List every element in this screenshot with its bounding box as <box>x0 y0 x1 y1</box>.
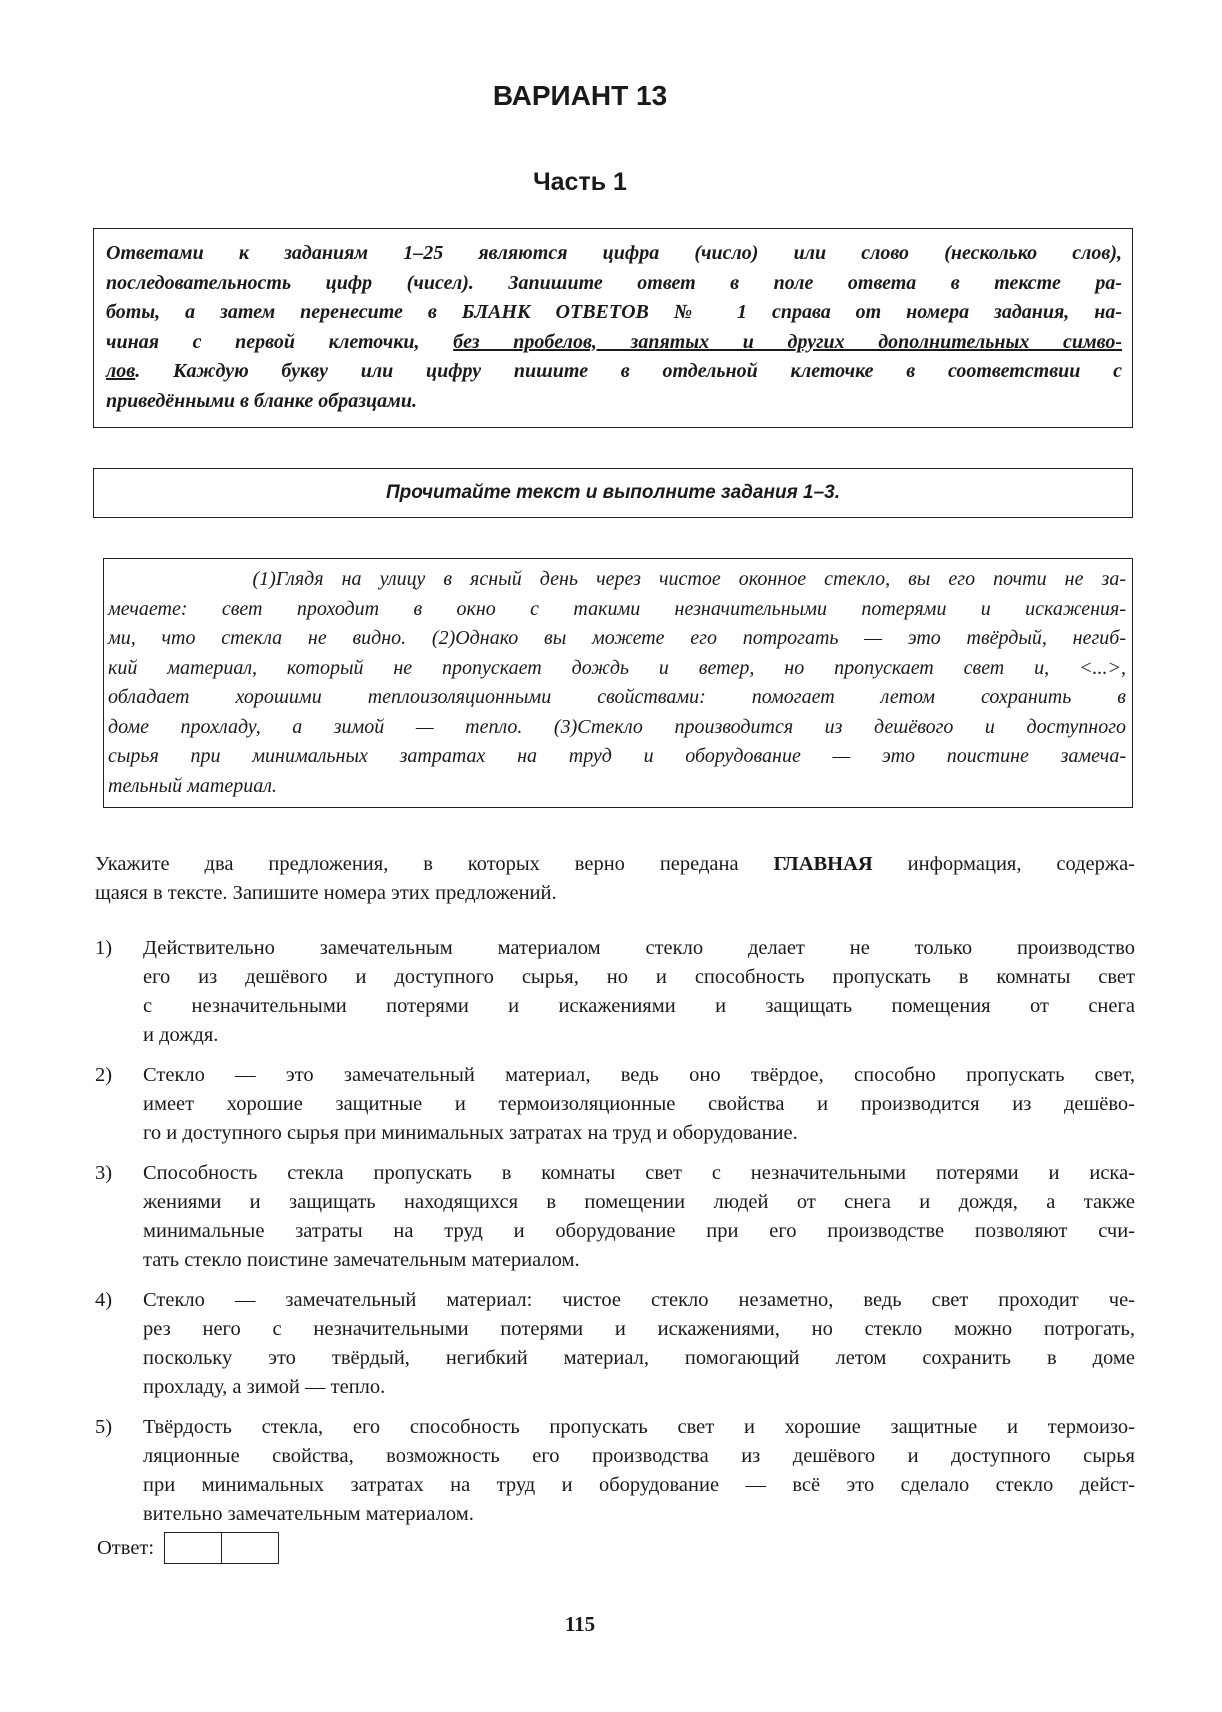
instruction-line <box>106 269 1122 299</box>
page-number: 115 <box>564 1612 596 1636</box>
part-title: Часть 1 <box>533 168 627 196</box>
option-line: вительно замечательным материалом. <box>143 1503 474 1525</box>
question-text: информация, содержа- <box>872 853 1135 875</box>
instruction-text: . Каждую букву или цифру пишите в отдельной клеточке в соответствии с <box>135 360 1122 382</box>
answer-row <box>97 1532 279 1564</box>
option-line: имеет хорошие защитные и термоизоляционные свойства и производится из дешёво- <box>143 1093 1135 1115</box>
text-line: мечаете: свет проходит в окно с такими незначительными потерями и искажения- <box>108 597 1126 620</box>
instruction-line <box>106 239 1122 269</box>
option-number: 2) <box>95 1064 113 1086</box>
underlined-text: лов <box>106 360 136 382</box>
text-line: тельный материал. <box>108 774 277 797</box>
text-line: обладает хорошими теплоизоляционными свойствами: помогает летом сохранить в <box>108 686 1126 708</box>
option-item <box>95 1286 1135 1402</box>
question <box>95 850 1135 908</box>
option-line: минимальные затраты на труд и оборудование при его производстве позволяют счи- <box>143 1220 1135 1242</box>
text-line: кий материал, который не пропускает дождь и ветер, но пропускает свет и, <...>, <box>108 656 1126 679</box>
answer-cells[interactable] <box>164 1532 279 1564</box>
option-line: с незначительными потерями и искажениями и защищать помещения от снега <box>143 995 1135 1017</box>
variant-title: ВАРИАНТ 13 <box>492 80 668 111</box>
option-number: 1) <box>95 937 113 959</box>
option-item <box>95 1061 1135 1148</box>
option-line: при минимальных затратах на труд и оборудование — всё это сделало стекло дейст- <box>143 1474 1135 1496</box>
question-emphasis: ГЛАВНАЯ <box>773 853 873 875</box>
instruction-line <box>106 387 1122 417</box>
option-line: тать стекло поистине замечательным материалом. <box>143 1249 580 1271</box>
text-line: сырья при минимальных затратах на труд и оборудование — это поистине замеча- <box>108 745 1126 767</box>
option-line: ляционные свойства, возможность его производства из дешёвого и доступного сырья <box>143 1445 1135 1467</box>
option-number: 3) <box>95 1162 113 1184</box>
answer-cell[interactable] <box>221 1533 278 1563</box>
option-line: го и доступного сырья при минимальных затратах на труд и оборудование. <box>143 1122 798 1144</box>
underlined-text: без пробелов, запятых и других дополнительных симво- <box>453 330 1122 353</box>
instruction-line <box>106 298 1122 328</box>
instruction-text: приведёнными в бланке образцами. <box>106 389 417 412</box>
text-line: доме прохладу, а зимой — тепло. (3)Стекло производится из дешёвого и доступного <box>108 715 1126 738</box>
option-line: и дождя. <box>143 1024 219 1046</box>
option-line: его из дешёвого и доступного сырья, но и способность пропускать в комнаты свет <box>143 966 1135 988</box>
option-line: Способность стекла пропускать в комнаты свет с незначительными потерями и иска- <box>143 1162 1135 1184</box>
options-list <box>95 934 1135 1540</box>
option-item <box>95 1159 1135 1275</box>
option-line: Действительно замечательным материалом стекло делает не только производство <box>143 937 1135 959</box>
option-line: жениями и защищать находящихся в помещении людей от снега и дождя, а также <box>143 1191 1135 1213</box>
instruction-text: последовательность цифр (чисел). Запишите ответ в поле ответа в тексте ра- <box>106 271 1122 294</box>
answer-label: Ответ: <box>97 1536 155 1559</box>
option-item <box>95 934 1135 1050</box>
question-text: щаяся в тексте. Запишите номера этих предложений. <box>95 882 557 904</box>
option-number: 5) <box>95 1416 113 1438</box>
option-number: 4) <box>95 1289 113 1311</box>
instruction-line <box>106 357 1122 387</box>
option-line: Стекло — замечательный материал: чистое стекло незаметно, ведь свет проходит че- <box>143 1289 1135 1311</box>
answer-cell[interactable] <box>165 1533 221 1563</box>
source-text-box <box>103 558 1133 808</box>
option-line: Твёрдость стекла, его способность пропускать свет и хорошие защитные и термоизо- <box>143 1416 1135 1438</box>
instruction-line <box>106 328 1122 358</box>
text-line: ми, что стекла не видно. (2)Однако вы можете его потрогать — это твёрдый, негиб- <box>108 627 1126 649</box>
instruction-text: Ответами к заданиям 1–25 являются цифра (число) или слово (несколько слов), <box>106 242 1122 264</box>
option-item <box>95 1413 1135 1529</box>
question-text: Укажите два предложения, в которых верно передана <box>95 853 774 875</box>
option-line: прохладу, а зимой — тепло. <box>143 1376 386 1398</box>
task-header-box: Прочитайте текст и выполните задания 1–3. <box>93 468 1133 518</box>
option-line: рез него с незначительными потерями и искажениями, но стекло можно потрогать, <box>143 1318 1135 1340</box>
instruction-text: чиная с первой клеточки, <box>106 330 454 353</box>
option-line: Стекло — это замечательный материал, ведь оно твёрдое, способно пропускать свет, <box>143 1064 1135 1086</box>
instructions-box <box>93 228 1133 428</box>
option-line: поскольку это твёрдый, негибкий материал, помогающий летом сохранить в доме <box>143 1347 1135 1369</box>
text-line: (1)Глядя на улицу в ясный день через чистое оконное стекло, вы его почти не за- <box>108 568 1126 590</box>
instruction-text: боты, а затем перенесите в БЛАНК ОТВЕТОВ № 1 справа от номера задания, на- <box>106 301 1122 323</box>
